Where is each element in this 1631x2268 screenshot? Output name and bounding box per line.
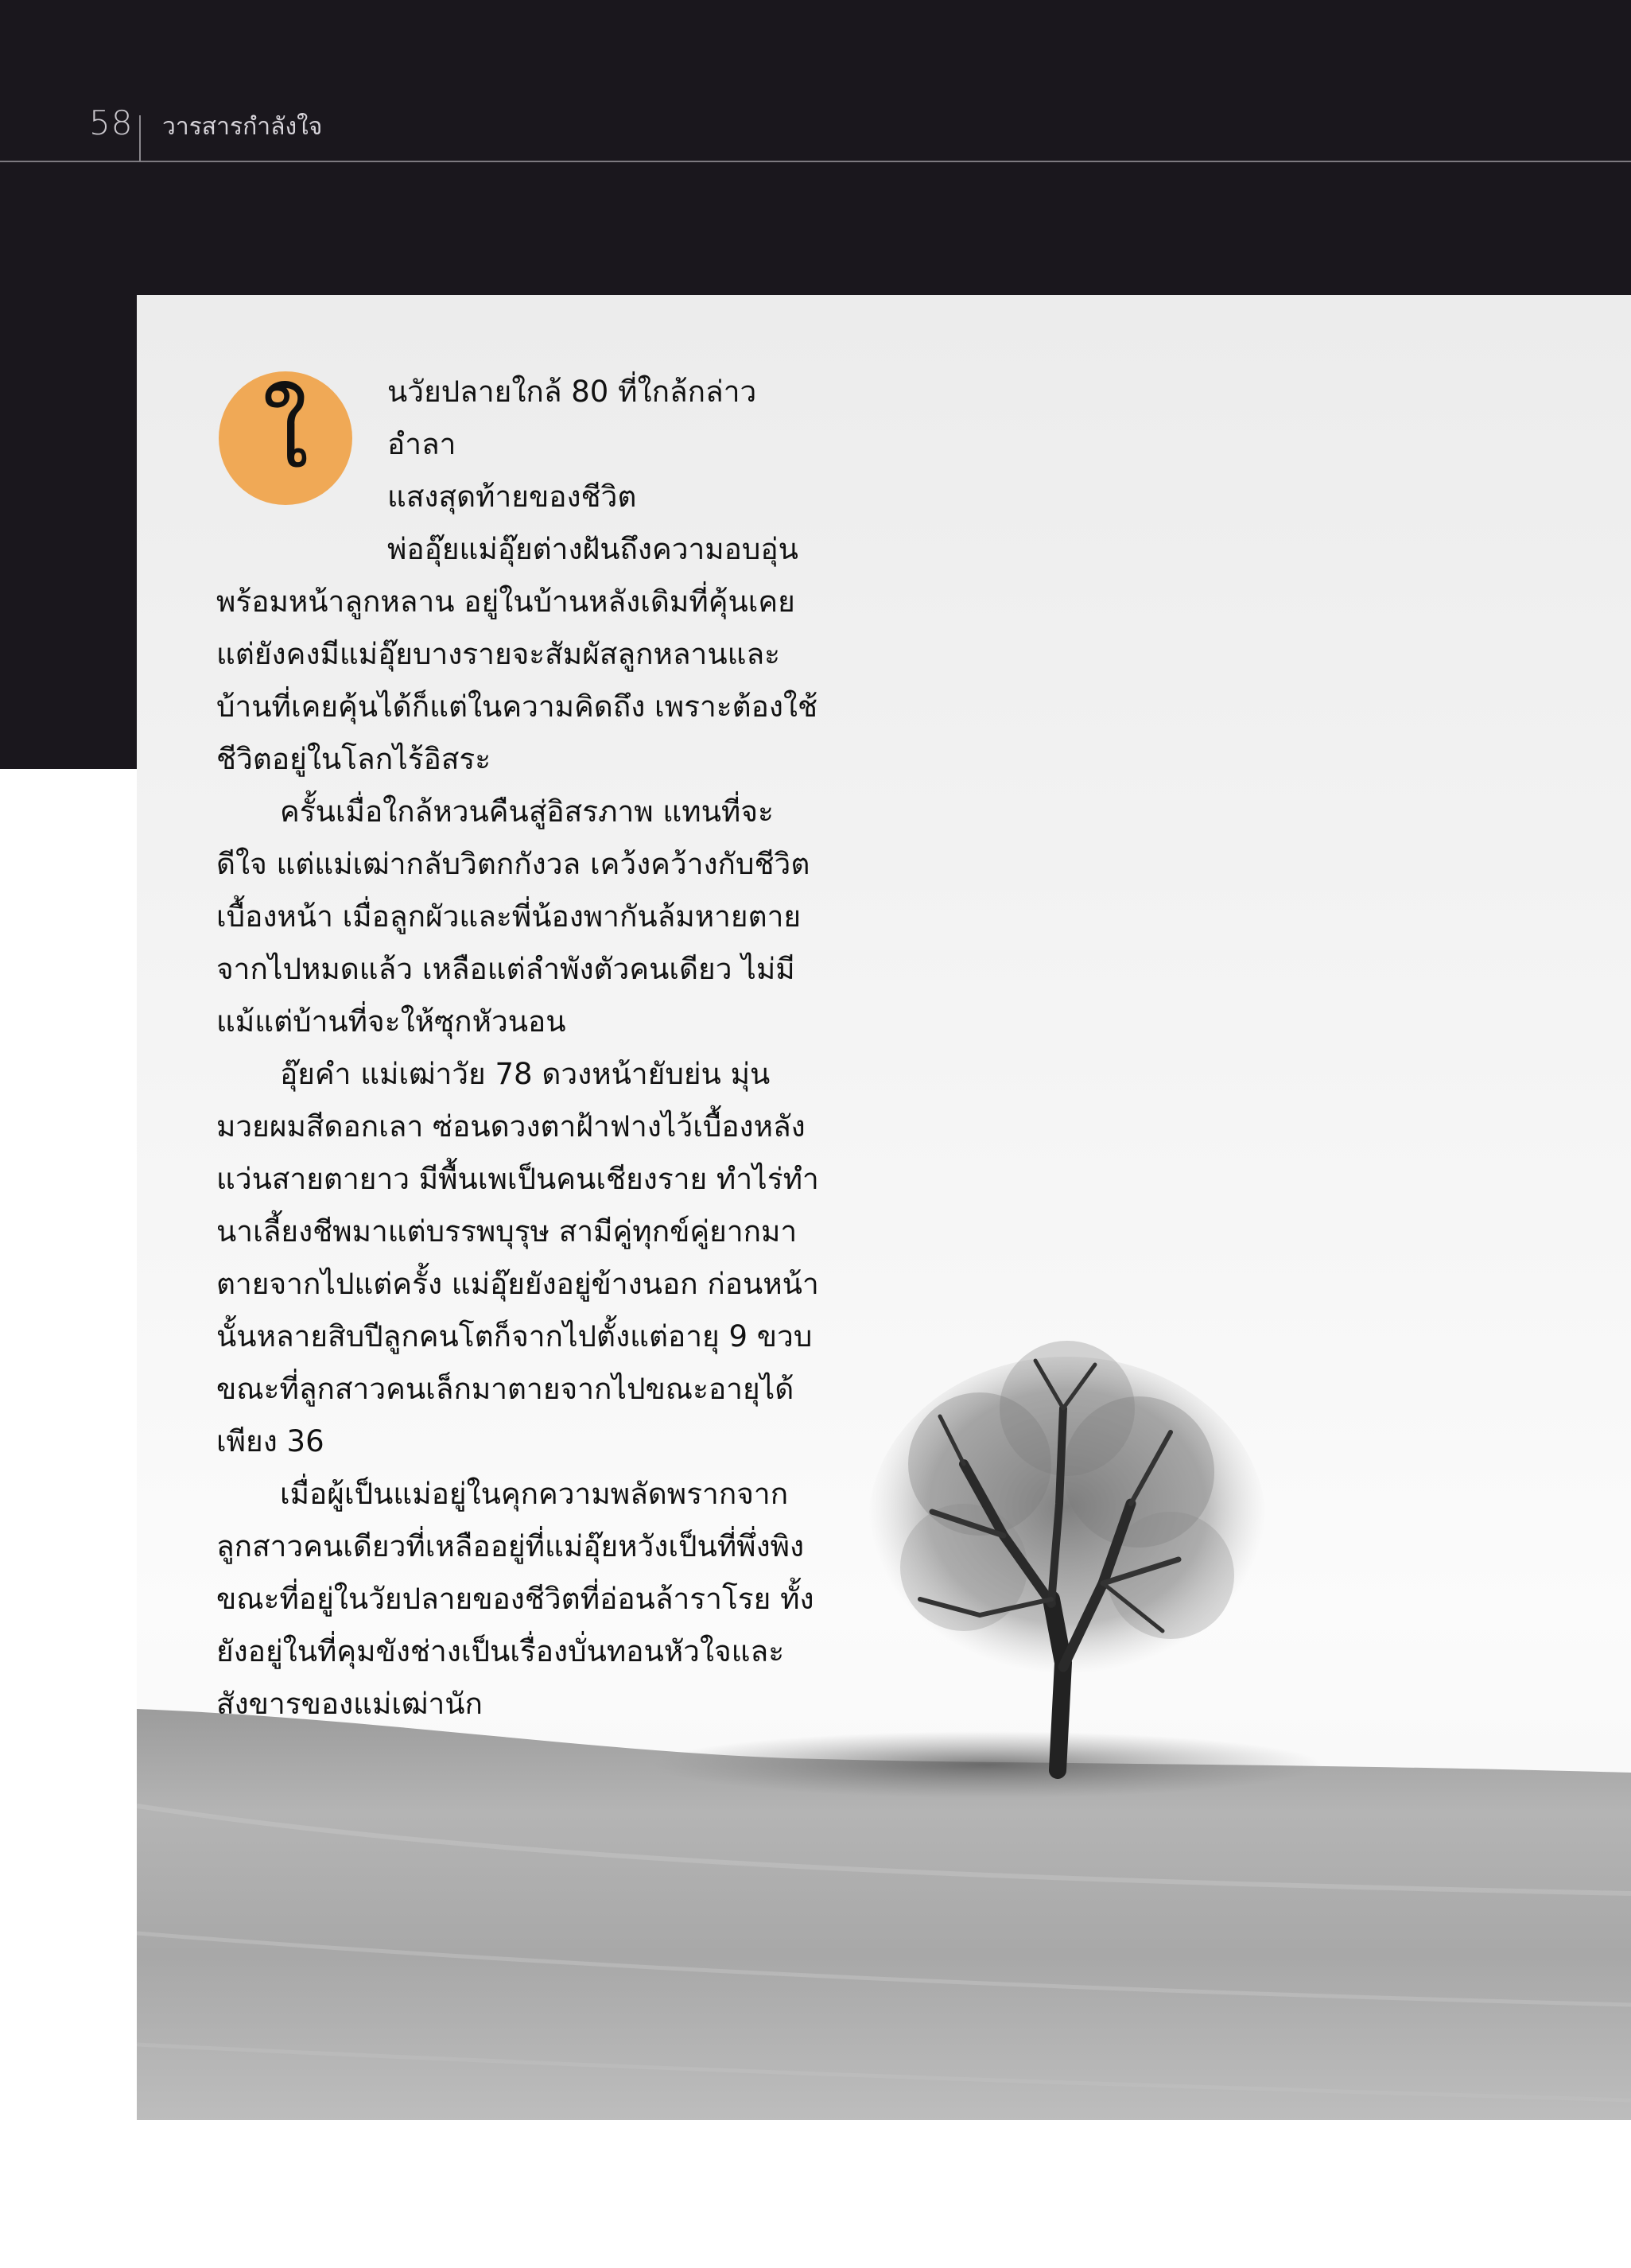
paragraph: เมื่อผู้เป็นแม่อยู่ในคุกความพลัดพรากจากลูกสาวคนเดียวที่เหลืออยู่ที่แม่อุ๊ยหวังเป็นที่พึ่งพิง ขณะที่อยู่ในวัยปลายของชีวิตที่อ่อนล้าราโรย ทั้งยังอยู่ในที่คุมขังช่างเป็นเรื่องบั่นทอนหัวใจและสังขารของแม่เฒ่านัก xyxy=(216,1477,814,1721)
paragraph: ครั้นเมื่อใกล้หวนคืนสู่อิสรภาพ แทนที่จะดีใจ แต่แม่เฒ่ากลับวิตกกังวล เคว้งคว้างกับชีวิตเบื้องหน้า เมื่อลูกผัวและพี่น้องพากันล้มหายตายจากไปหมดแล้ว เหลือแต่ลำพังตัวคนเดียว ไม่มีแม้แต่บ้านที่จะให้ซุกหัวนอน xyxy=(216,794,810,1039)
paragraph: อุ๊ยคำ แม่เฒ่าวัย 78 ดวงหน้ายับย่น มุ่นมวยผมสีดอกเลา ซ่อนดวงตาฝ้าฟางไว้เบื้องหลังแว่นสายตายาว มีพื้นเพเป็นคนเชียงราย ทำไร่ทำนาเลี้ยงชีพมาแต่บรรพบุรุษ สามีคู่ทุกข์คู่ยากมาตายจากไปแต่ครั้ง แม่อุ๊ยยังอยู่ข้างนอก ก่อนหน้านั้นหลายสิบปีลูกคนโตก็จากไปตั้งแต่อายุ 9 ขวบ ขณะที่ลูกสาวคนเล็กมาตายจากไปขณะอายุได้เพียง 36 xyxy=(216,1057,819,1458)
opening-line: นวัยปลายใกล้ 80 ที่ใกล้กล่าวอำลา xyxy=(387,375,757,461)
left-dark-band xyxy=(0,295,137,769)
opening-line: แสงสุดท้ายของชีวิต xyxy=(387,480,637,514)
paragraph: พร้อมหน้าลูกหลาน อยู่ในบ้านหลังเดิมที่คุ้นเคยแต่ยังคงมีแม่อุ๊ยบางรายจะสัมผัสลูกหลานและบ้านที่เคยคุ้นได้ก็แต่ในความคิดถึง เพราะต้องใช้ชีวิตอยู่ในโลกไร้อิสระ xyxy=(216,584,818,776)
page-number: 58 xyxy=(89,103,134,142)
header-divider xyxy=(139,115,141,161)
magazine-name: วารสารกำลังใจ xyxy=(162,113,323,141)
dropcap-letter: ใ xyxy=(262,379,309,490)
article-body xyxy=(216,366,823,1730)
header-band xyxy=(0,0,1631,295)
header-rule xyxy=(0,161,1631,162)
opening-line: พ่ออุ๊ยแม่อุ๊ยต่างฝันถึงความอบอุ่น xyxy=(387,532,798,566)
